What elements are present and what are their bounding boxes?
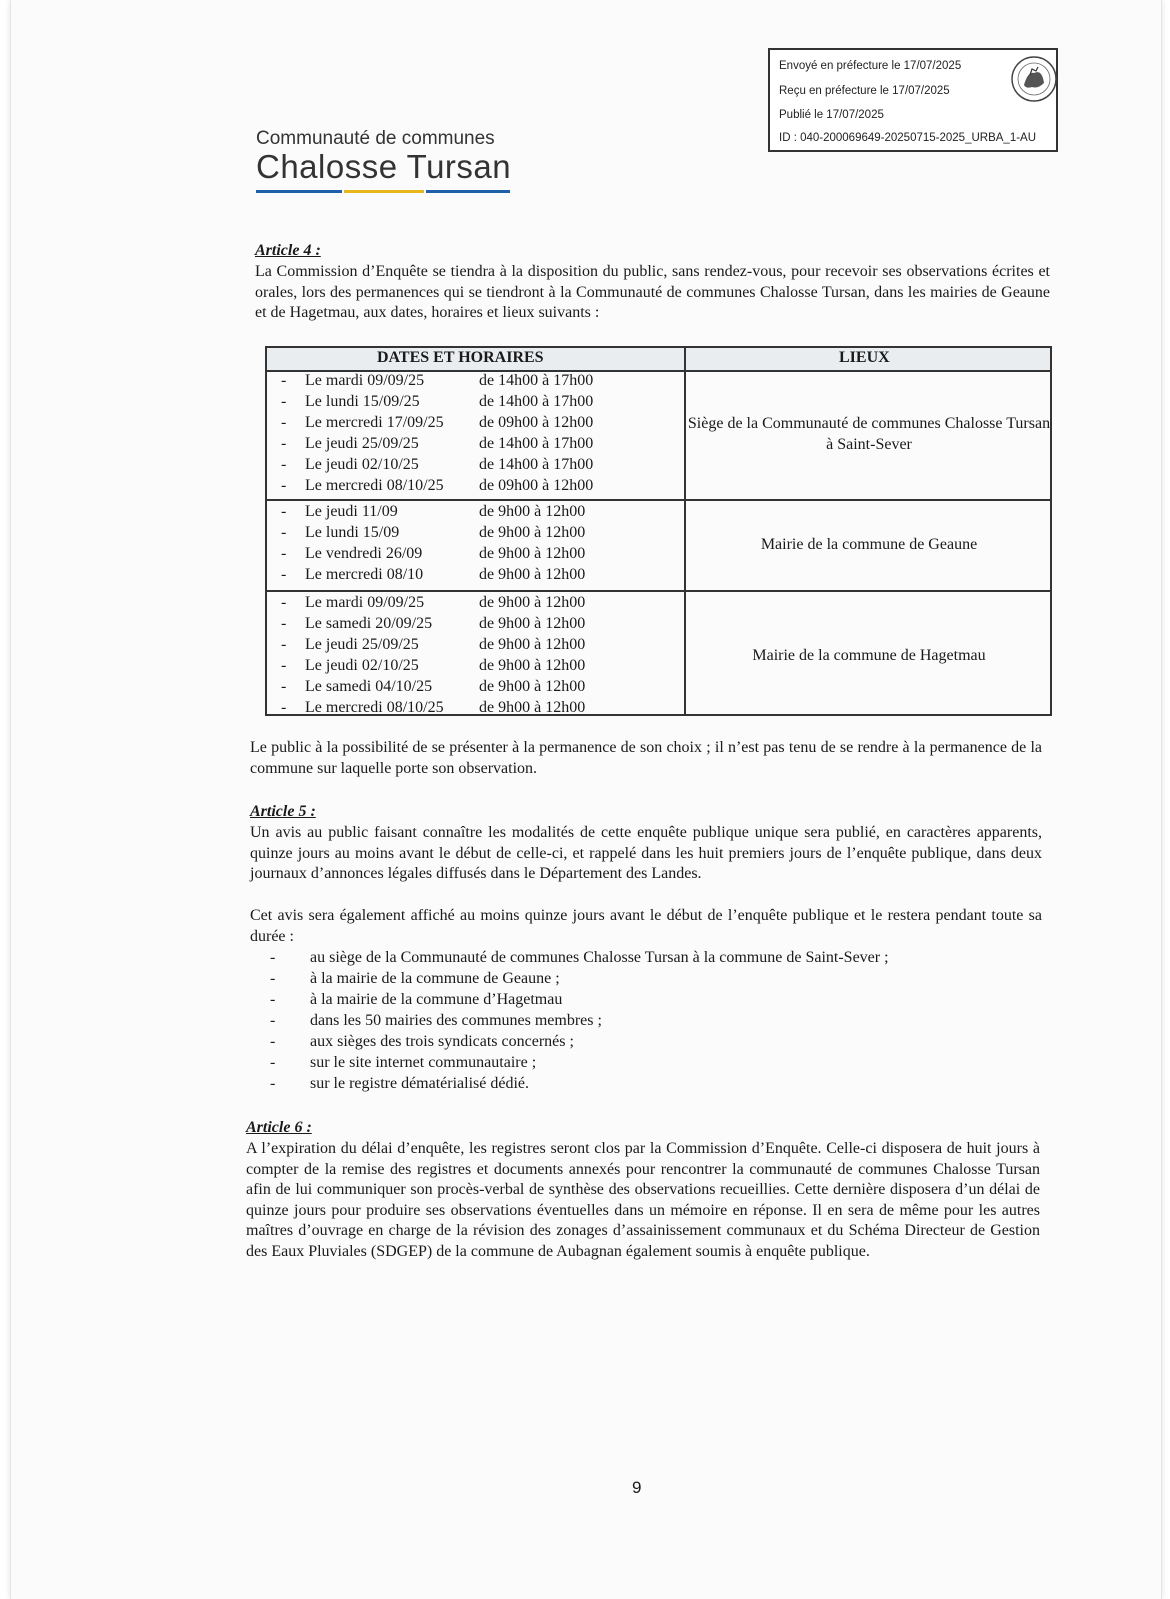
logo-name: Chalosse Tursan: [256, 148, 512, 185]
stamp-envoye: Envoyé en préfecture le 17/07/2025: [779, 60, 962, 72]
logo-bar-blue-left: [256, 190, 342, 193]
page-sheet: [10, 0, 1162, 1599]
article6-p1: A l’expiration du délai d’enquête, les registres seront clos par la Commission d’Enquête. Celle-ci disposera de huit jours à compter de la remise des registres et documents annexés pour rencontrer la communauté de communes Chalosse Tursan afin de lui communiquer son procès-verbal de synthèse des observations recueillies. Cette dernière disposera d’un délai de quinze jours pour produire ses observations éventuelles dans un mémoire en réponse. Il en sera de même pour les autres maîtres d’ouvrage en charge de la révision des zonages d’assainissement communaux et du Schéma Directeur de Gestion des Eaux Pluviales (SDGEP) de la commune de Aubagnan également soumis à enquête publique.: [246, 1140, 1040, 1260]
article5-p2: Cet avis sera également affiché au moins quinze jours avant le début de l’enquête publique et le restera pendant toute sa durée :: [250, 907, 1042, 945]
group-divider: [267, 499, 1050, 501]
article5-p1: Un avis au public faisant connaître les modalités de cette enquête publique unique sera publié, en caractères apparents, quinze jours au moins avant le début de celle-ci, et rappelé dans les huit premiers jours de l’enquête publique, dans deux journaux d’annonces légales diffusés dans le Département des Landes.: [250, 824, 1042, 882]
page-number: 9: [632, 1478, 642, 1497]
table-header: [267, 348, 1050, 372]
organization-logo: [256, 128, 516, 198]
article4-after: Le public à la possibilité de se présenter à la permanence de son choix ; il n’est pas tenu de se rendre à la permanence de la commune sur laquelle porte son observation.: [250, 739, 1042, 777]
permanences-table: DATES ET HORAIRES LIEUX - Le mardi 09/09/25 de 14h00 à 17h00 - Le lundi 15/09/25 de 14h00 à 17h00 - Le mercredi 17/09/25 de 09h00 à 12h00 - Le jeudi 25/09/25 de 14h00 à 17h00 - Le jeudi 02/10/25 de 14h00 à 17h00 - Le mercredi 08/10/25 de 09h00 à 12h00 Siège de la Communauté de communes Chalosse Tursan à Saint-Sever - Le jeudi 11/09 de 9h00 à 12h00 - Le lundi 15/09 de 9h00 à 12h00 - Le vendredi 26/09 de 9h00 à 12h00 - Le mercredi 08/10 de 9h00 à 12h00 Mairie de la commune de Geaune - Le mardi 09/09/25 de 9h00 à 12h00 - Le samedi 20/09/25 de 9h00 à 12h00 - Le jeudi 25/09/25 de 9h00 à 12h00 - Le jeudi 02/10/25 de 9h00 à 12h00 - Le samedi 04/10/25 de 9h00 à 12h00 - Le mercredi 08/10/25 de 9h00 à 12h00 Mairie de la commune de Hagetmau: [265, 346, 1052, 716]
logo-bar-blue-right: [426, 190, 510, 193]
group-divider: [267, 590, 1050, 592]
article4-intro: La Commission d’Enquête se tiendra à la disposition du public, sans rendez-vous, pour recevoir ses observations écrites et orales, lors des permanences qui se tiendront à la Communauté de communes Chalosse Tursan, dans les mairies de Geaune et de Hagetmau, aux dates, horaires et lieux suivants :: [255, 263, 1050, 321]
stamp-recu: Reçu en préfecture le 17/07/2025: [779, 85, 950, 97]
stamp-publie: Publié le 17/07/2025: [779, 109, 884, 121]
seal-icon: [1010, 55, 1058, 103]
prefecture-stamp: [768, 48, 1058, 152]
article6-heading: Article 6 :: [246, 1119, 312, 1136]
lieu-saint-sever: Siège de la Communauté de communes Chalosse Tursan à Saint-Sever: [687, 415, 1051, 453]
stamp-id: ID : 040-200069649-20250715-2025_URBA_1-AU: [779, 132, 1037, 144]
col-lieux-header: LIEUX: [839, 349, 890, 366]
logo-subtitle: Communauté de communes: [256, 128, 495, 149]
logo-bar-yellow: [344, 190, 424, 193]
article4-heading: Article 4 :: [255, 242, 321, 259]
lieu-geaune: Mairie de la commune de Geaune: [760, 536, 978, 553]
col-dates-header: DATES ET HORAIRES: [377, 349, 544, 366]
article5-heading: Article 5 :: [250, 803, 316, 820]
lieu-hagetmau: Mairie de la commune de Hagetmau: [752, 647, 986, 664]
